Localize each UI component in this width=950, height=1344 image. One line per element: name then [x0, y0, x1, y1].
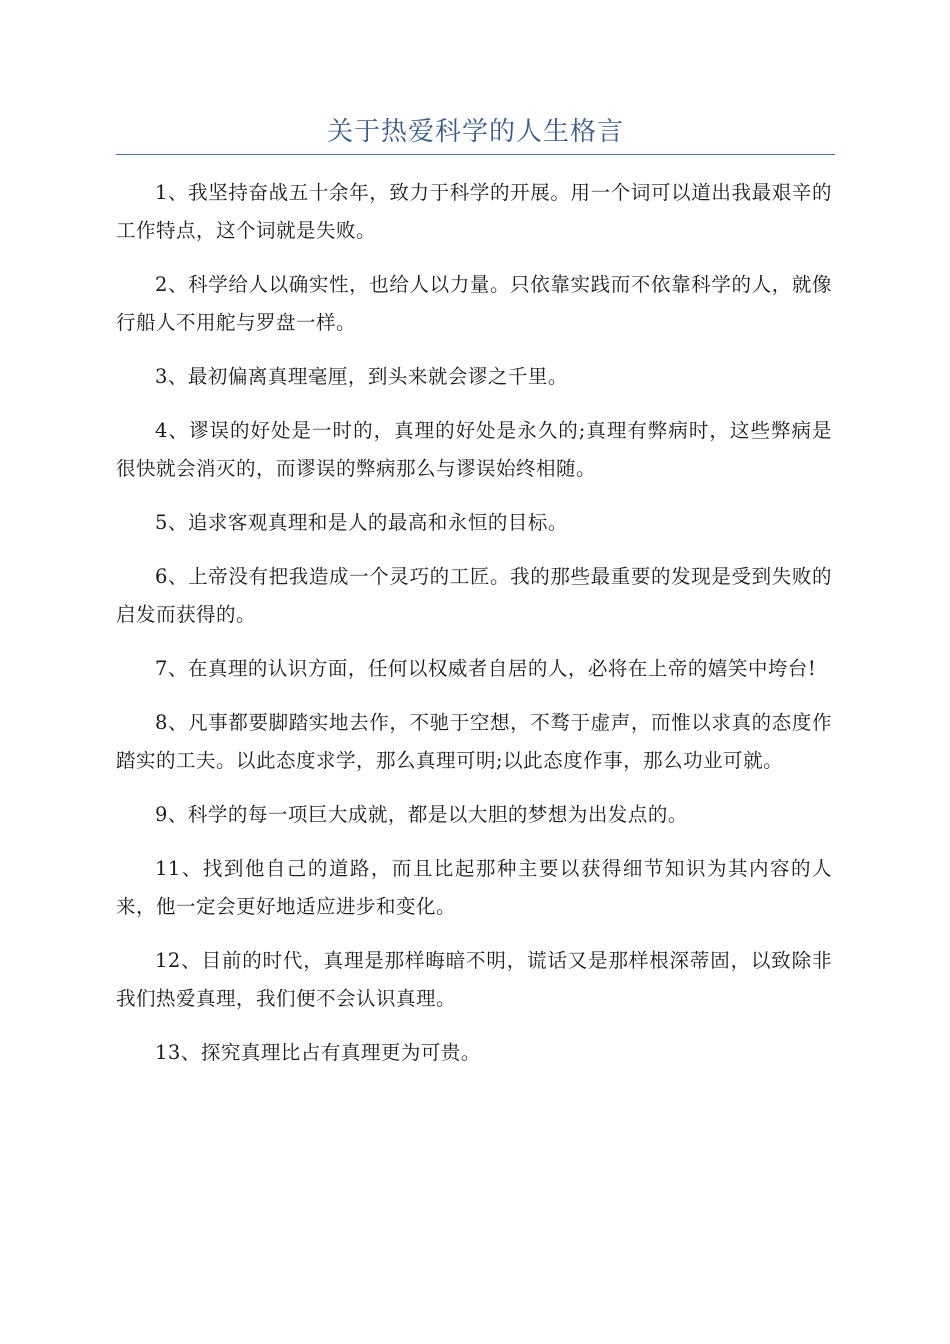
title-underline	[116, 154, 835, 155]
quote-paragraph: 4、谬误的好处是一时的，真理的好处是永久的;真理有弊病时，这些弊病是很快就会消灭的，而谬误的弊病那么与谬误始终相随。	[116, 419, 832, 480]
quote-paragraph: 12、目前的时代，真理是那样晦暗不明，谎话又是那样根深蒂固，以致除非我们热爱真理，我们便不会认识真理。	[116, 949, 832, 1010]
quote-paragraph: 1、我坚持奋战五十余年，致力于科学的开展。用一个词可以道出我最艰辛的工作特点，这个词就是失败。	[116, 181, 832, 242]
document-title: 关于热爱科学的人生格言	[326, 117, 624, 147]
quote-paragraph: 11、找到他自己的道路，而且比起那种主要以获得细节知识为其内容的人来，他一定会更好地适应进步和变化。	[116, 857, 832, 918]
quote-paragraph: 13、探究真理比占有真理更为可贵。	[155, 1041, 481, 1064]
document-body	[116, 174, 832, 1088]
quote-paragraph: 8、凡事都要脚踏实地去作，不驰于空想，不骛于虚声，而惟以求真的态度作踏实的工夫。以此态度求学，那么真理可明;以此态度作事，那么功业可就。	[116, 711, 832, 772]
quote-paragraph: 3、最初偏离真理毫厘，到头来就会谬之千里。	[155, 365, 568, 388]
quote-paragraph: 6、上帝没有把我造成一个灵巧的工匠。我的那些最重要的发现是受到失败的启发而获得的。	[116, 565, 832, 626]
quote-paragraph: 5、追求客观真理和是人的最高和永恒的目标。	[155, 511, 568, 534]
quote-paragraph: 9、科学的每一项巨大成就，都是以大胆的梦想为出发点的。	[155, 803, 688, 826]
quote-paragraph: 2、科学给人以确实性，也给人以力量。只依靠实践而不依靠科学的人，就像行船人不用舵与罗盘一样。	[116, 273, 832, 334]
quote-paragraph: 7、在真理的认识方面，任何以权威者自居的人，必将在上帝的嬉笑中垮台!	[155, 657, 817, 680]
